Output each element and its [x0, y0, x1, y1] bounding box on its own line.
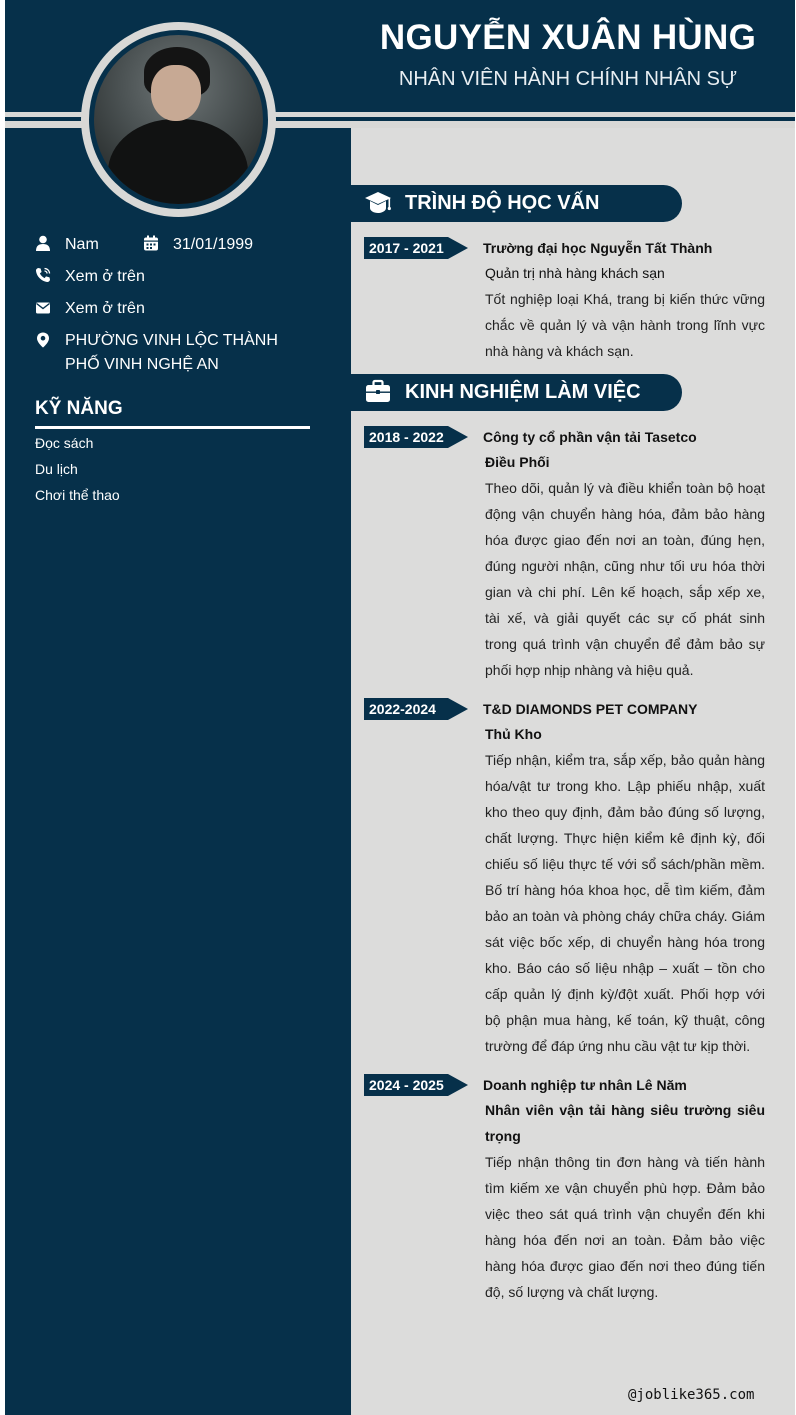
education-period: 2017 - 2021	[369, 240, 444, 256]
experience-heading: KINH NGHIỆM LÀM VIỆC	[405, 381, 641, 403]
experience-section-header	[351, 374, 682, 411]
experience-description: Tiếp nhận thông tin đơn hàng và tiến hành tìm kiếm xe vận chuyển phù hợp. Đảm bảo việc theo sát quá trình vận chuyển đến khi hàng hóa đến nơi an toàn. Đảm bảo việc hàng hóa được giao đến nơi theo đúng tiến độ, số lượng và chất lượng.	[485, 1154, 765, 1300]
email-value: Xem ở trên	[65, 300, 145, 317]
experience-position: Điều Phối	[485, 454, 550, 470]
candidate-job-title: NHÂN VIÊN HÀNH CHÍNH NHÂN SỰ	[398, 68, 738, 90]
education-major: Quản trị nhà hàng khách sạn	[485, 265, 665, 281]
experience-position: Nhân viên vận tải hàng siêu trường siêu trọng	[485, 1102, 765, 1144]
phone-icon	[35, 267, 51, 283]
skill-item: Du lịch	[35, 461, 78, 477]
experience-period: 2024 - 2025	[369, 1077, 444, 1093]
calendar-icon	[143, 235, 159, 251]
briefcase-icon	[364, 379, 392, 405]
user-icon	[35, 235, 51, 251]
experience-description: Theo dõi, quản lý và điều khiển toàn bộ hoạt động vận chuyển hàng hóa, đảm bảo hàng hóa được giao đến nơi an toàn, đúng hẹn, đúng người nhận, cũng như tối ưu hóa thời gian và chi phí. Lên kế hoạch, sắp xếp xe, tài xế, và giải quyết các sự cố phát sinh trong quá trình vận chuyển để đảm bảo sự phối hợp nhịp nhàng và hiệu quả.	[485, 480, 765, 678]
experience-company: Công ty cổ phần vận tải Tasetco	[483, 429, 697, 445]
birthdate-value: 31/01/1999	[173, 236, 254, 253]
skill-item: Đọc sách	[35, 435, 94, 451]
avatar	[94, 35, 263, 204]
phone-value: Xem ở trên	[65, 268, 145, 285]
gender-value: Nam	[65, 236, 99, 253]
envelope-icon	[35, 300, 51, 316]
experience-position: Thủ Kho	[485, 726, 542, 742]
skill-item: Chơi thể thao	[35, 487, 120, 503]
experience-company: Doanh nghiệp tư nhân Lê Năm	[483, 1077, 687, 1093]
experience-period: 2022-2024	[369, 701, 436, 717]
education-description: Tốt nghiệp loại Khá, trang bị kiến thức vững chắc về quản lý và vận hành trong lĩnh vực nhà hàng và khách sạn.	[485, 291, 765, 359]
graduation-cap-icon	[364, 190, 392, 216]
location-pin-icon	[35, 332, 51, 348]
experience-description: Tiếp nhận, kiểm tra, sắp xếp, bảo quản hàng hóa/vật tư trong kho. Lập phiếu nhập, xuất kho theo quy định, đảm bảo đúng số lượng, chất lượng. Thực hiện kiểm kê định kỳ, đối chiếu số liệu thực tế với sổ sách/phần mềm. Bố trí hàng hóa khoa học, dễ tìm kiếm, đảm bảo an toàn và phòng cháy chữa cháy. Giám sát việc bốc xếp, di chuyển hàng hóa trong kho. Báo cáo số liệu nhập – xuất – tồn cho cấp quản lý định kỳ/đột xuất. Phối hợp với bộ phận mua hàng, kế toán, kỹ thuật, công trường để đáp ứng nhu cầu vật tư kịp thời.	[485, 752, 765, 1054]
candidate-name: NGUYỄN XUÂN HÙNG	[379, 18, 757, 57]
skills-heading: KỸ NĂNG	[35, 398, 123, 419]
watermark: @joblike365.com	[628, 1387, 755, 1403]
experience-period: 2018 - 2022	[369, 429, 444, 445]
skills-divider	[35, 426, 310, 429]
experience-company: T&D DIAMONDS PET COMPANY	[483, 701, 698, 717]
sidebar	[5, 128, 351, 1415]
education-heading: TRÌNH ĐỘ HỌC VẤN	[405, 192, 600, 214]
education-school: Trường đại học Nguyễn Tất Thành	[483, 240, 713, 256]
cv-page	[5, 0, 795, 1415]
education-section-header	[351, 185, 682, 222]
address-value: PHƯỜNG VINH LỘC THÀNH PHỐ VINH NGHỆ AN	[65, 332, 278, 373]
